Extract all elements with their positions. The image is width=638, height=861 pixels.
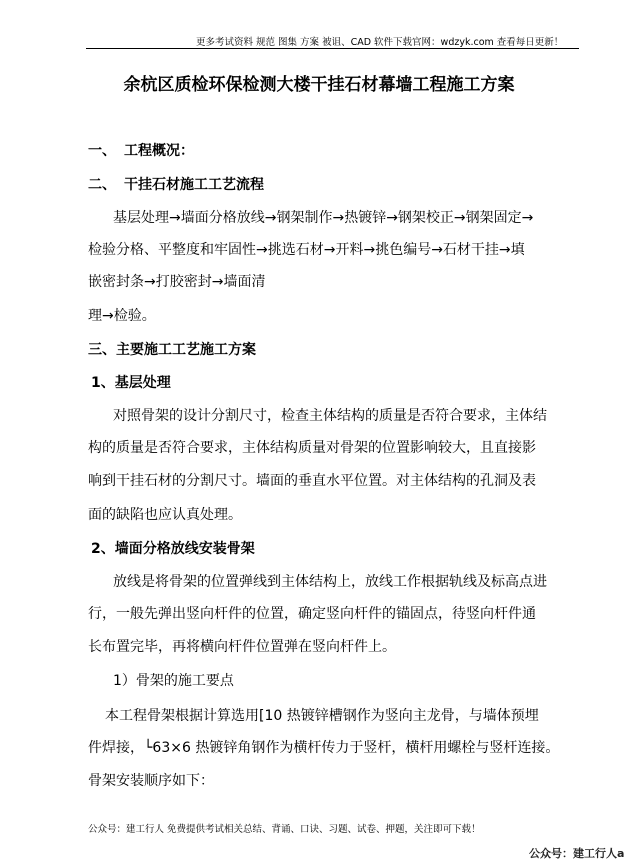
para3-line-1: 本工程骨架根据计算选用[10 热镀锌槽钢作为竖向主龙骨，与墙体预埋 (105, 708, 539, 724)
para2-line-1: 放线是将骨架的位置弹线到主体结构上，放线工作根据轨线及标高点进 (113, 574, 547, 590)
para1-line-4: 面的缺陷也应认真处理。 (88, 507, 242, 523)
para1-line-3: 响到干挂石材的分割尺寸。墙面的垂直水平位置。对主体结构的孔洞及表 (88, 473, 536, 489)
section-2-heading: 干挂石材施工工艺流程 (124, 177, 264, 193)
document-title: 余杭区质检环保检测大楼干挂石材幕墙工程施工方案 (123, 75, 515, 95)
para2-line-2: 行，一般先弹出竖向杆件的位置，确定竖向杆件的锚固点，待竖向杆件通 (88, 606, 536, 622)
watermark-text: 公众号：建工行人a (529, 847, 625, 860)
flow-line-4: 理→检验。 (88, 308, 156, 324)
para3-line-3: 骨架安装顺序如下： (88, 773, 214, 789)
header-rule (86, 48, 579, 49)
section-1-number: 一、 (88, 143, 116, 159)
section-2-number: 二、 (88, 177, 116, 193)
para2-line-3: 长布置完毕，再将横向杆件位置弹在竖向杆件上。 (88, 639, 396, 655)
subsection-1-heading: 1、基层处理 (91, 375, 171, 391)
page-header: 更多考试资料 规范 图集 方案 被诅、CAD 软件下载官网：wdzyk.com 查看每日更新！ (196, 37, 564, 48)
section-1-heading: 工程概况： (124, 143, 194, 159)
flow-line-2: 检验分格、平整度和牢固性→挑选石材→开料→挑色编号→石材干挂→填 (88, 242, 525, 258)
subsection-2-heading: 2、墙面分格放线安装骨架 (91, 541, 255, 557)
para1-line-2: 构的质量是否符合要求，主体结构质量对骨架的位置影响较大，且直接影 (88, 440, 536, 456)
section-3-heading: 三、主要施工工艺施工方案 (88, 342, 256, 358)
page-footer: 公众号：建工行人 免费提供考试相关总结、背诵、口诀、习题、试卷、押题，关注即可下载！ (88, 824, 481, 835)
subsection-3-heading: 1）骨架的施工要点 (113, 673, 234, 689)
para1-line-1: 对照骨架的设计分割尺寸，检查主体结构的质量是否符合要求，主体结 (113, 408, 547, 424)
para3-line-2: 件焊接，└63×6 热镀锌角钢作为横杆传力于竖杆，横杆用螺栓与竖杆连接。 (88, 740, 560, 756)
flow-line-1: 基层处理→墙面分格放线→钢架制作→热镀锌→钢架校正→钢架固定→ (113, 210, 534, 226)
flow-line-3: 嵌密封条→打胶密封→墙面清 (88, 274, 266, 290)
